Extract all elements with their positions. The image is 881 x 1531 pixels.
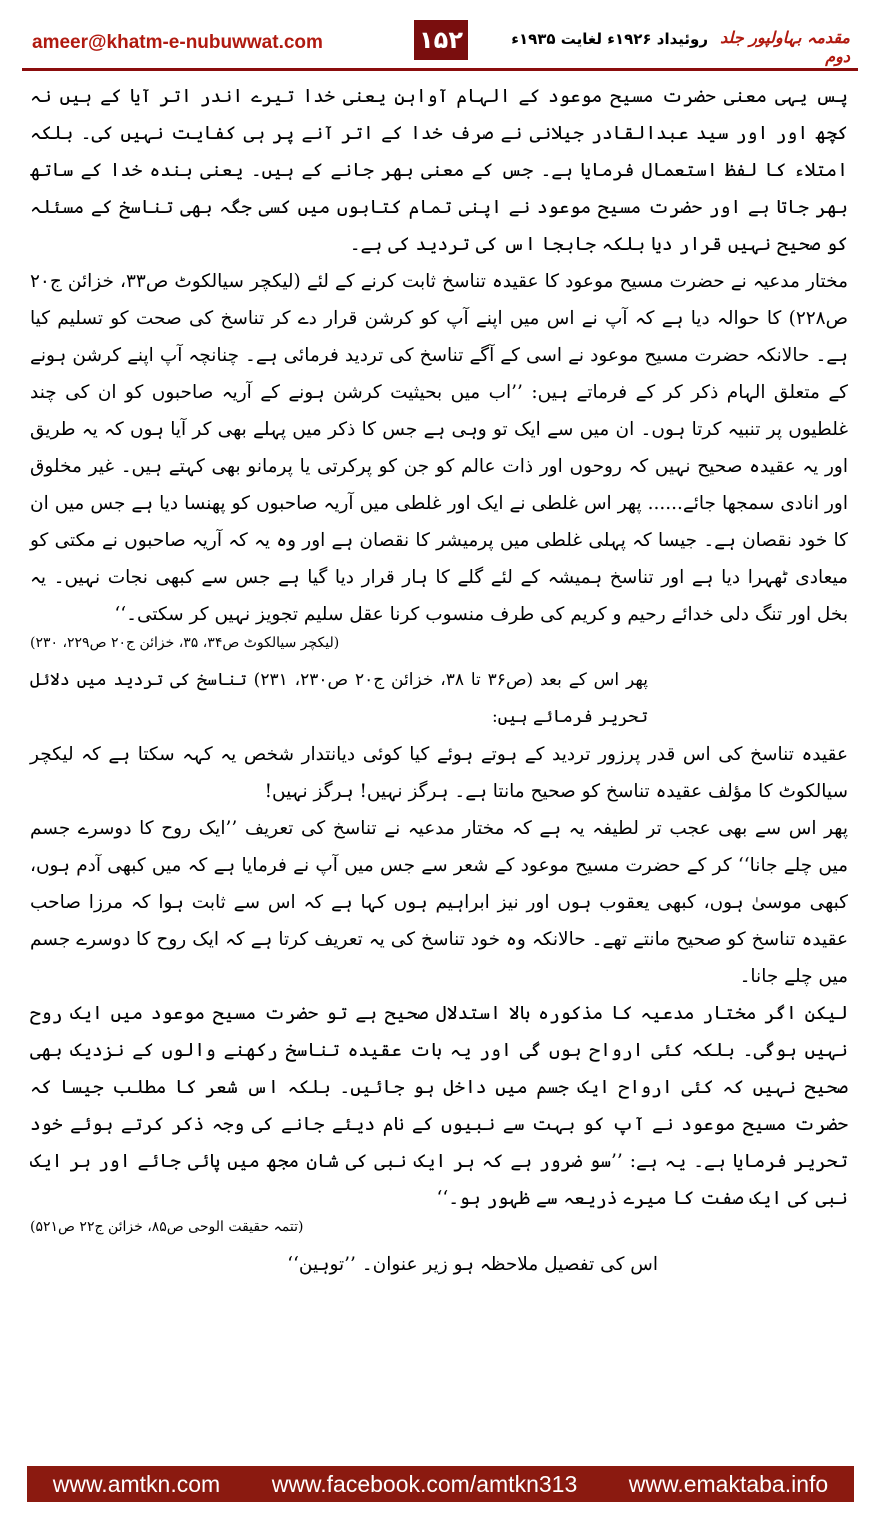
page-body <box>30 78 848 1283</box>
page-header <box>0 0 881 70</box>
chapter-subtitle: روئیداد ۱۹۲۶ء لغایت ۱۹۳۵ء <box>511 30 708 48</box>
book-title: مقدمہ بہاولپور جلد دوم <box>720 28 850 66</box>
paragraph-7: اس کی تفصیل ملاحظہ ہو زیر عنوان۔ ’’توہین‘‘ <box>287 1254 658 1275</box>
footer-link-emaktaba[interactable]: www.emaktaba.info <box>628 1470 829 1497</box>
citation-1: (لیکچر سیالکوٹ ص۳۴، ۳۵، خزائن ج۲۰ ص۲۲۹، ۲۳۰) <box>30 635 340 651</box>
citation-2: (تتمہ حقیقت الوحی ص۸۵، خزائن ج۲۲ ص۵۲۱) <box>30 1219 304 1235</box>
header-divider <box>22 68 858 71</box>
paragraph-2: مختار مدعیہ نے حضرت مسیح موعود کا عقیدہ تناسخ ثابت کرنے کے لئے (لیکچر سیالکوٹ ص۳۳، خزائن ج۲۰ ص۲۲۸) کا حوالہ دیا ہے کہ آپ نے اس میں اپنے آپ کو کرشن قرار دے کر تناسخ کی صحت کو تسلیم کیا ہے۔ حالانکہ حضرت مسیح موعود نے اسی کے آگے تناسخ کی تردید فرمائی ہے۔ چنانچہ آپ اپنے کرشن ہونے کے متعلق الہام ذکر کر کے فرماتے ہیں: ’’اب میں بحیثیت کرشن ہونے کے آریہ صاحبوں کو ان کی چند غلطیوں پر تنبیہ کرتا ہوں۔ ان میں سے ایک تو وہی ہے جس کا ذکر میں پہلے بھی کر آیا ہوں کہ یہ طریق اور یہ عقیدہ صحیح نہیں کہ روحوں اور ذات عالم کو جن کو پرکرتی یا پرمانو بھی کہتے ہیں۔ غیر مخلوق اور انادی سمجھا جائے...... پھر اس غلطی نے ایک اور غلطی میں آریہ صاحبوں کو پھنسا دیا ہے جس میں ان کا خود نقصان ہے۔ جیسا کہ پہلی غلطی میں پرمیشر کا نقصان ہے اور وہ یہ کہ آریہ صاحبوں نے مکتی کو میعادی ٹھہرا دیا ہے اور تناسخ ہمیشہ کے لئے گلے کا ہار قرار دیا گیا ہے جس سے کبھی نجات نہیں۔ یہ بخل اور تنگ دلی خدائے رحیم و کریم کی طرف منسوب کرنا عقل سلیم تجویز نہیں کر سکتی۔‘‘ <box>30 271 848 625</box>
paragraph-1: پس یہی معنی حضرت مسیح موعود کے الہام آواہن یعنی خدا تیرے اندر اتر آیا کے ہیں نہ کچھ اور اور سید عبدالقادر جیلانی نے صرف خدا کے اتر آنے پر ہی کفایت نہیں کی۔ بلکہ امتلاء کا لفظ استعمال فرمایا ہے۔ جس کے معنی بھر جانے کے ہیں۔ یعنی بندہ خدا کے ساتھ بھر جاتا ہے اور حضرت مسیح موعود نے اپنی تمام کتابوں میں کسی جگہ بھی تناسخ کے مسئلہ کو صحیح نہیں قرار دیا بلکہ جابجا اس کی تردید کی ہے۔ <box>30 86 848 255</box>
footer-link-facebook[interactable]: www.facebook.com/amtkn313 <box>271 1470 578 1497</box>
footer-link-amtkn[interactable]: www.amtkn.com <box>52 1470 221 1497</box>
paragraph-6: لیکن اگر مختار مدعیہ کا مذکورہ بالا استدلال صحیح ہے تو حضرت مسیح موعود میں ایک روح نہیں ہوگی۔ بلکہ کئی ارواح ہوں گی اور یہ بات عقیدہ تناسخ رکھنے والوں کے نزدیک بھی صحیح نہیں کہ کئی ارواح ایک جسم میں داخل ہو جائیں۔ بلکہ اس شعر کا مطلب جیسا کہ حضرت مسیح موعود نے آپ کو بہت سے نبیوں کے نام دیئے جانے کی وجہ ذکر کرتے ہوئے خود تحریر فرمایا ہے۔ یہ ہے: ’’سو ضرور ہے کہ ہر ایک نبی کی شان مجھ میں پائی جائے اور ہر ایک نبی کی ایک صفت کا میرے ذریعہ سے ظہور ہو۔‘‘ <box>30 1003 848 1209</box>
email-link[interactable]: ameer@khatm-e-nubuwwat.com <box>32 32 323 53</box>
footer-bar <box>27 1466 854 1502</box>
paragraph-3: پھر اس کے بعد (ص۳۶ تا ۳۸، خزائن ج۲۰ ص۲۳۰، ۲۳۱) تناسخ کی تردید میں دلائل تحریر فرمائے ہیں: <box>30 670 648 727</box>
paragraph-5: پھر اس سے بھی عجب تر لطیفہ یہ ہے کہ مختار مدعیہ نے تناسخ کی تعریف ’’ایک روح کا دوسرے جسم میں چلے جانا‘‘ کر کے حضرت مسیح موعود کے شعر سے جس میں آپ نے فرمایا ہے کہ میں کبھی آدم ہوں، کبھی موسیٰ ہوں، کبھی یعقوب ہوں اور نیز ابراہیم ہوں کہا ہے کہ اس سے ثابت ہوا کہ مرزا صاحب عقیدہ تناسخ کو صحیح مانتے تھے۔ حالانکہ وہ خود تناسخ کی یہ تعریف کرتا ہے کہ ایک روح کا دوسرے جسم میں چلے جانا۔ <box>30 818 848 987</box>
paragraph-4: عقیدہ تناسخ کی اس قدر پرزور تردید کے ہوتے ہوئے کیا کوئی دیانتدار شخص یہ کہہ سکتا ہے کہ لیکچر سیالکوٹ کا مؤلف عقیدہ تناسخ کو صحیح مانتا ہے۔ ہرگز نہیں! ہرگز نہیں! <box>30 744 848 802</box>
page-number: ۱۵۲ <box>414 20 468 60</box>
